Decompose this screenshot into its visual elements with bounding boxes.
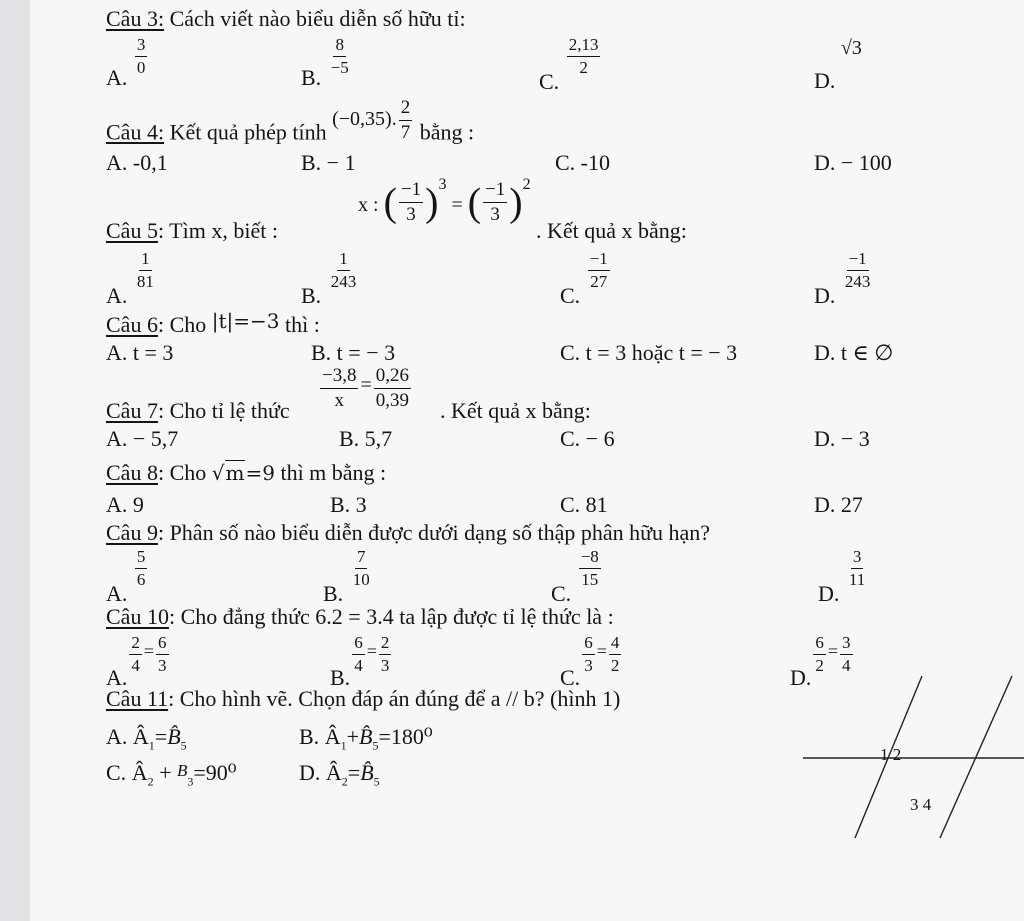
exponent: 2	[522, 176, 531, 194]
option-letter: B.	[330, 665, 351, 691]
option-letter: A.	[106, 665, 128, 691]
question-text: : Cho	[157, 312, 207, 337]
q8-option-a[interactable]: A. 9	[106, 492, 144, 517]
fraction: $\frac{-1}{243}$	[844, 249, 871, 291]
option-letter: C.	[560, 283, 581, 309]
question-5-equation: x : ( $\frac{-1}{3}$ )$^3$ = ( $\frac{-1}{3}$ )$^2$	[358, 176, 531, 225]
sqrt-expression: √3	[840, 37, 862, 59]
question-label: Câu 4:	[106, 119, 165, 145]
q8-option-c[interactable]: C. 81	[560, 492, 608, 517]
question-7-tail: . Kết quả x bằng:	[440, 398, 591, 423]
option-letter: A.	[106, 581, 128, 607]
q4-option-a[interactable]: A. -0,1	[106, 150, 168, 175]
fraction: $\frac{3}{0}$	[136, 35, 146, 77]
option-letter: A.	[106, 65, 128, 91]
option-letter: D.	[814, 68, 836, 93]
fraction: $\frac{2,13}{2}$	[568, 35, 599, 77]
q7-option-a[interactable]: A. − 5,7	[106, 426, 179, 451]
question-text: : Cho đẳng thức 6.2 = 3.4 ta lập được tỉ lệ thức là :	[168, 604, 614, 629]
question-text: Cách viết nào biểu diễn số hữu tỉ:	[169, 6, 466, 31]
option-letter: D.	[818, 581, 840, 607]
question-5-tail: . Kết quả x bằng:	[536, 218, 687, 243]
q10-option-c[interactable]: C. $\frac{6}{3}$ = $\frac{4}{2}$	[560, 633, 620, 691]
q6-option-b[interactable]: B. t = − 3	[311, 340, 396, 365]
question-label: Câu 5	[106, 218, 158, 243]
q7-option-d[interactable]: D. − 3	[814, 426, 870, 451]
q6-option-c[interactable]: C. t = 3 hoặc t = − 3	[560, 340, 738, 365]
question-text: : Phân số nào biểu diễn được dưới dạng số thập phân hữu hạn?	[157, 520, 711, 545]
fraction: $\frac{-1}{3}$	[400, 179, 422, 225]
expression: |t|=−3	[211, 309, 280, 333]
q8-option-d[interactable]: D. 27	[814, 492, 863, 517]
exponent: 3	[438, 176, 447, 194]
fraction: $\frac{1}{81}$	[136, 249, 154, 291]
q6-option-a[interactable]: A. t = 3	[106, 340, 174, 365]
figure-angle-labels-bottom: 3 4	[910, 795, 932, 814]
q10-option-b[interactable]: B. $\frac{6}{4}$ = $\frac{2}{3}$	[330, 633, 390, 691]
q7-option-c[interactable]: C. − 6	[560, 426, 615, 451]
fraction: $\frac{3}{11}$	[848, 547, 866, 589]
q8-option-b[interactable]: B. 3	[330, 492, 367, 517]
fraction: $\frac{6}{3}$	[584, 633, 593, 675]
option-letter: B.	[301, 283, 322, 309]
fraction: $\frac{-1}{3}$	[485, 179, 506, 225]
q11-option-a[interactable]: A. $Â_1=B̂_5$	[106, 724, 187, 753]
fraction: $\frac{-1}{27}$	[589, 249, 608, 291]
question-label: Câu 7	[106, 398, 158, 423]
question-7-proportion: $\frac{-3,8}{x}$ = $\frac{0,26}{0,39}$	[322, 365, 409, 411]
question-label: Câu 10	[106, 604, 169, 629]
q4-option-d[interactable]: D. − 100	[814, 150, 892, 175]
fraction: $\frac{0,26}{0,39}$	[375, 365, 409, 411]
fraction: $\frac{3}{4}$	[842, 633, 851, 675]
option-letter: D.	[790, 665, 812, 691]
fraction: $\frac{7}{10}$	[352, 547, 370, 589]
figure-angle-labels-top: 1 2	[880, 745, 902, 764]
variable: x :	[358, 194, 379, 217]
question-text: : Cho hình vẽ. Chọn đáp án đúng để a // b? (hình 1)	[168, 686, 621, 711]
question-tail: thì :	[285, 312, 320, 337]
fraction: $\frac{6}{4}$	[354, 633, 363, 675]
expression: (−0,35).	[332, 108, 397, 131]
question-label: Câu 11	[106, 686, 169, 711]
q11-option-b[interactable]: B. $Â_1+B̂_5=180^0$	[299, 724, 433, 753]
question-tail: thì m bằng :	[280, 460, 387, 485]
question-label: Câu 6	[106, 312, 158, 337]
option-letter: C.	[551, 581, 572, 607]
question-label: Câu 9	[106, 520, 158, 545]
q10-option-a[interactable]: A. $\frac{2}{4}$ = $\frac{6}{3}$	[106, 633, 167, 691]
question-text: Kết quả phép tính	[169, 119, 327, 145]
question-label: Câu 3:	[106, 6, 165, 31]
q11-option-d[interactable]: D. $Â_2=B̂_5$	[299, 760, 380, 789]
question-text: : Cho	[157, 460, 207, 485]
fraction: $\frac{1}{243}$	[330, 249, 357, 291]
fraction: $\frac{8}{-5}$	[330, 35, 349, 77]
option-letter: D.	[814, 283, 836, 309]
question-label: Câu 8	[106, 460, 158, 485]
option-letter: B.	[301, 65, 322, 91]
fraction: $\frac{-8}{15}$	[580, 547, 599, 589]
q11-option-c[interactable]: C. $Â_2 + B_3=90^0$	[106, 760, 237, 789]
option-letter: C.	[560, 665, 581, 691]
q6-option-d[interactable]: D. t ∈ ∅	[814, 340, 894, 365]
sqrt-expression: √m=9	[211, 461, 275, 485]
question-text: : Cho tỉ lệ thức	[157, 398, 290, 423]
fraction: $\frac{5}{6}$	[136, 547, 146, 589]
option-letter: B.	[323, 581, 344, 607]
q4-option-c[interactable]: C. -10	[555, 150, 610, 175]
fraction: $\frac{2}{7}$	[400, 97, 411, 143]
q10-option-d[interactable]: D. $\frac{6}{2}$ = $\frac{3}{4}$	[790, 633, 851, 691]
option-letter: C.	[539, 69, 560, 95]
fraction: $\frac{6}{2}$	[815, 633, 824, 675]
figure-line-b	[940, 676, 1012, 838]
fraction: $\frac{2}{3}$	[380, 633, 390, 675]
q4-option-b[interactable]: B. − 1	[301, 150, 356, 175]
q7-option-b[interactable]: B. 5,7	[339, 426, 393, 451]
option-letter: A.	[106, 283, 128, 309]
question-text: : Tìm x, biết :	[157, 218, 278, 243]
question-tail: bằng :	[419, 119, 475, 145]
fraction: $\frac{4}{2}$	[610, 633, 620, 675]
fraction: $\frac{6}{3}$	[158, 633, 167, 675]
fraction: $\frac{-3,8}{x}$	[322, 365, 357, 411]
fraction: $\frac{2}{4}$	[131, 633, 140, 675]
